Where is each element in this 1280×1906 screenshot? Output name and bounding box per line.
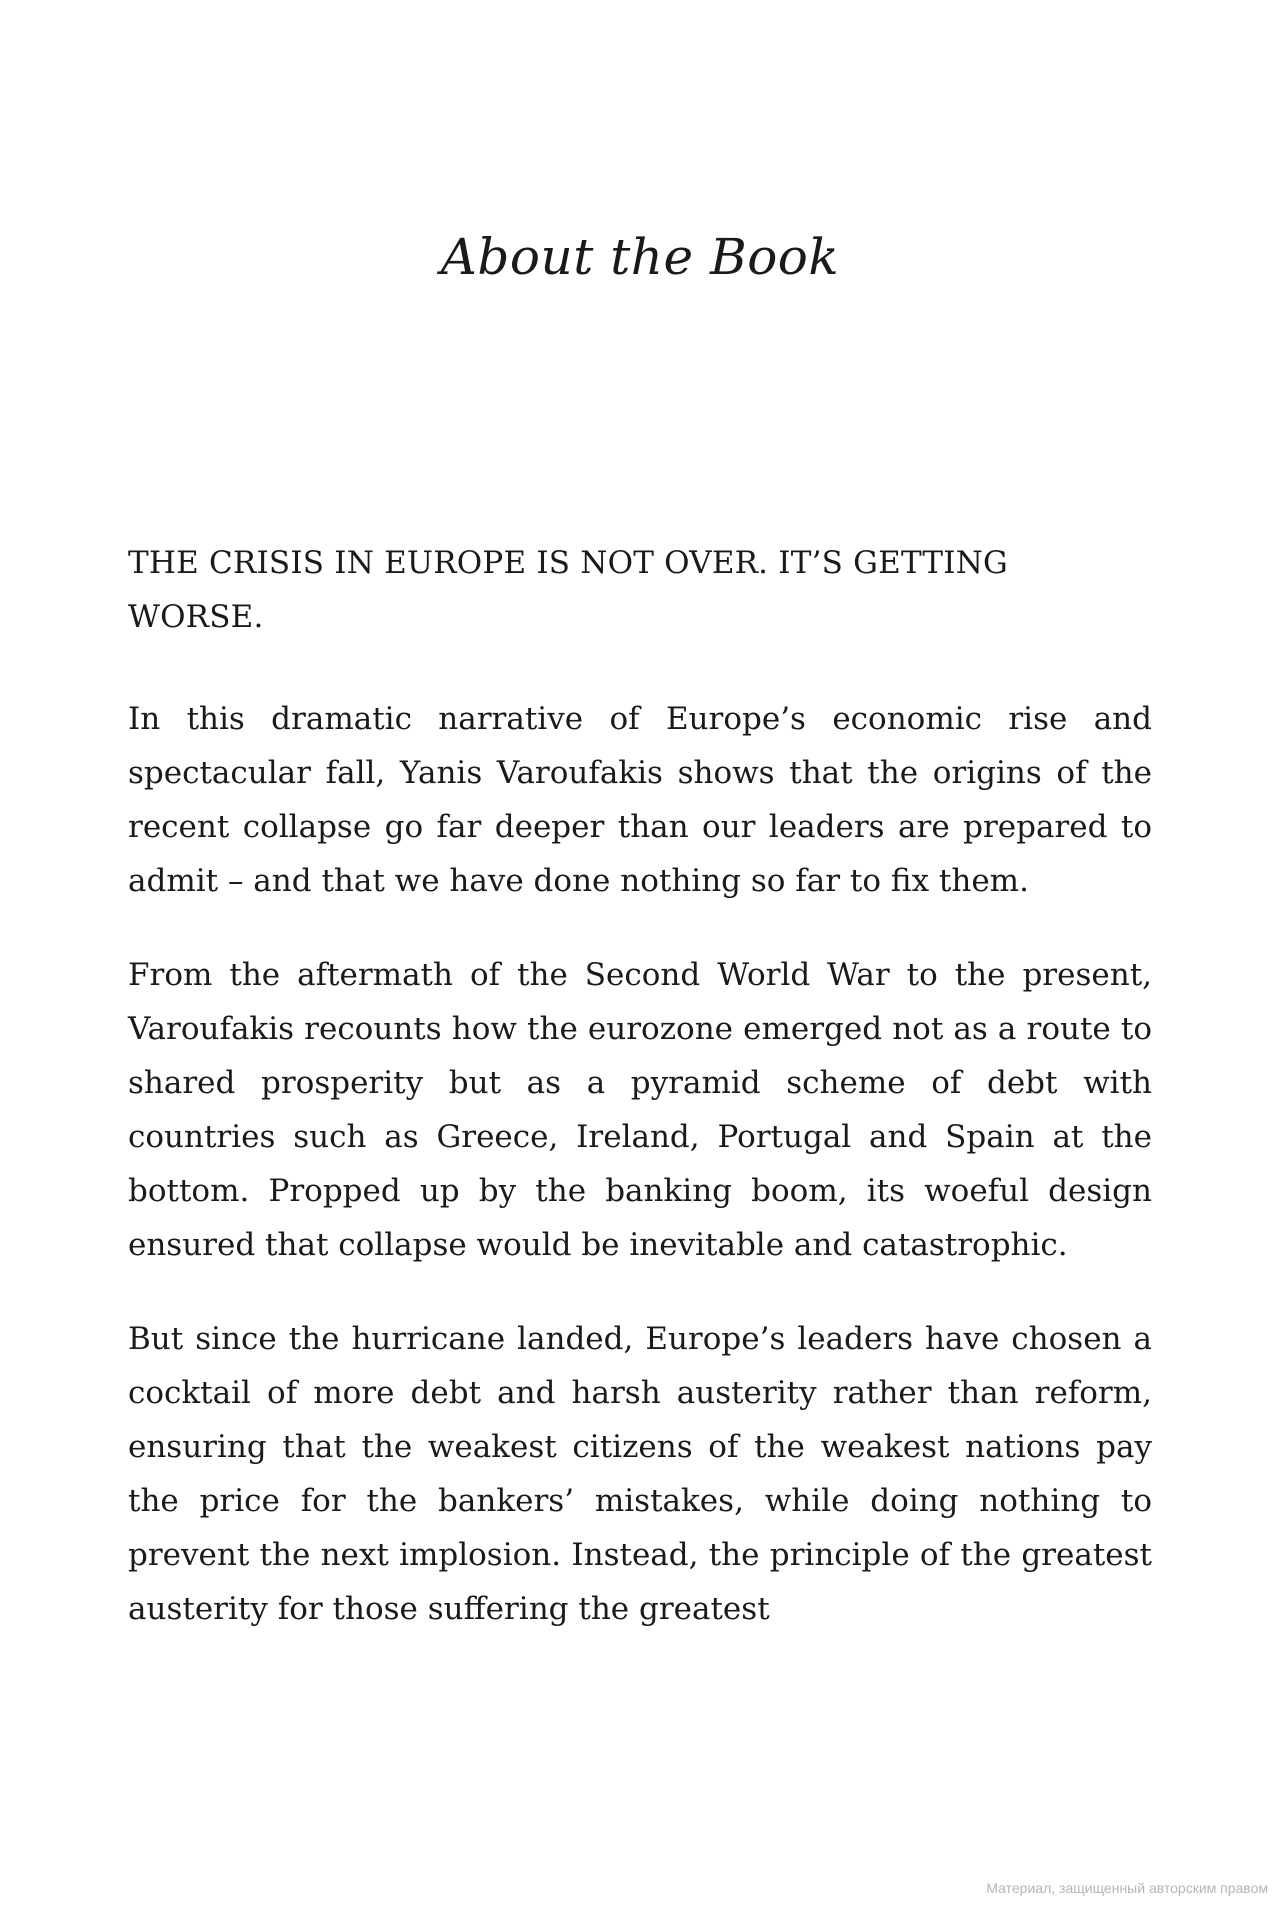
page-body — [128, 536, 1152, 1676]
paragraph-3: But since the hurricane landed, Europe’s leaders have chosen a cocktail of more debt and harsh austerity rather than reform, ensuring that the weakest citizens of the weakest nations pay the price for the bankers’ mistakes, while doing nothing to prevent the next implosion. Instead, the principle of the greatest austerity for those suffering the greatest — [128, 1321, 1152, 1627]
paragraph-1: In this dramatic narrative of Europe’s economic rise and spectacular fall, Yanis Varoufakis shows that the origins of the recent collapse go far deeper than our leaders are prepared to admit – and that we have done nothing so far to fix them. — [128, 701, 1152, 899]
paragraph-2: From the aftermath of the Second World War to the present, Varoufakis recounts how the eurozone emerged not as a route to shared prosperity but as a pyramid scheme of debt with countries such as Greece, Ireland, Portugal and Spain at the bottom. Propped up by the banking boom, its woeful design ensured that collapse would be inevitable and catastrophic. — [128, 957, 1152, 1263]
lead-line: THE CRISIS IN EUROPE IS NOT OVER. IT’S GETTING WORSE. — [128, 545, 1009, 635]
page-title: About the Book — [440, 228, 840, 286]
copyright-watermark: Материал, защищенный авторским правом — [986, 1880, 1268, 1896]
